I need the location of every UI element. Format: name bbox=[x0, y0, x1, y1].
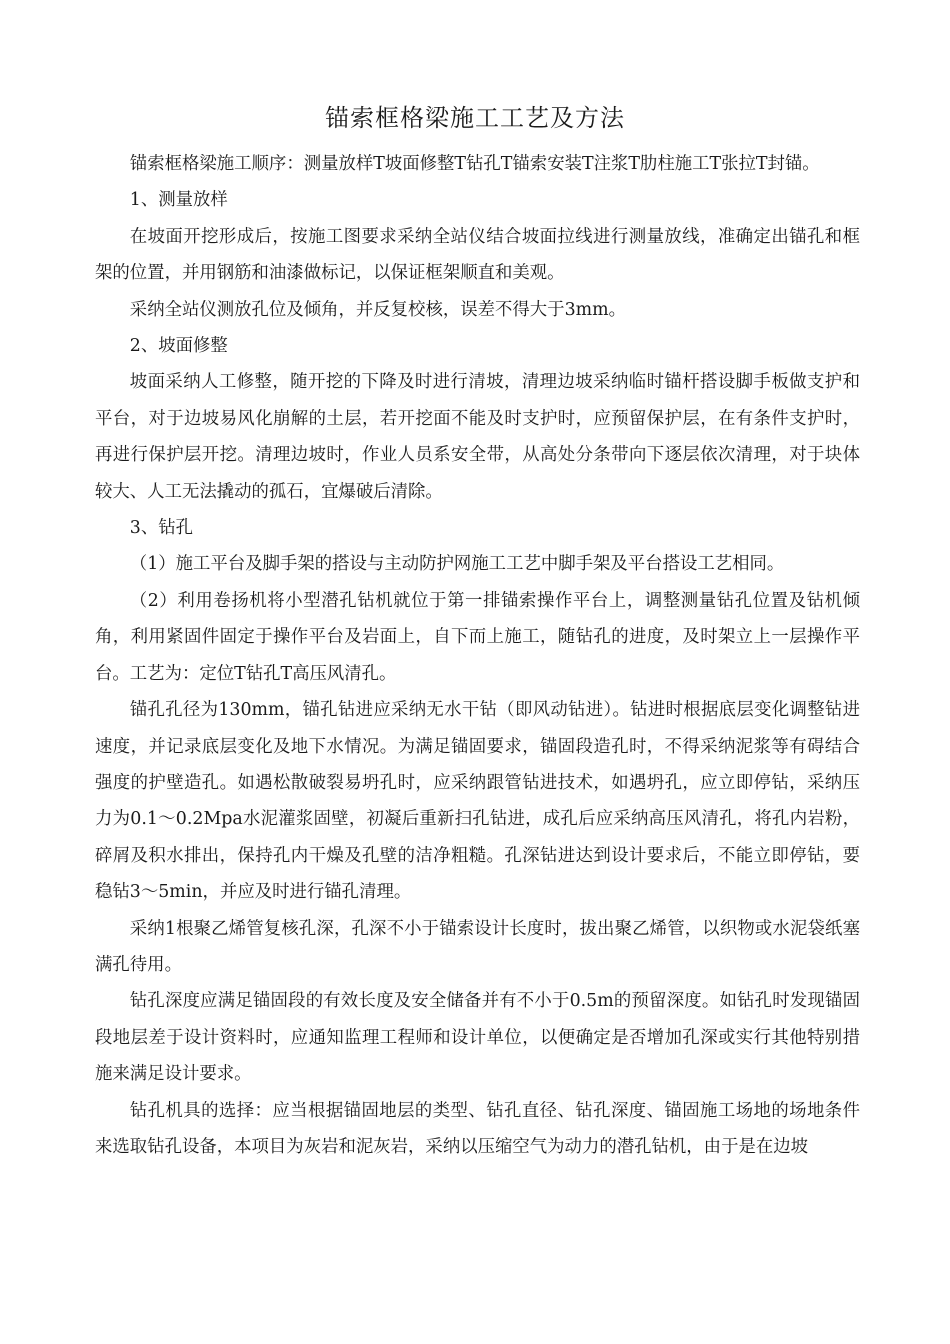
paragraph-drilling-6: 钻孔机具的选择：应当根据锚固地层的类型、钻孔直径、钻孔深度、锚固施工场地的场地条件来选取钻孔设备，本项目为灰岩和泥灰岩，采纳以压缩空气为动力的潜孔钻机，由于是在边坡 bbox=[95, 1100, 860, 1157]
paragraph-survey-1: 在坡面开挖形成后，按施工图要求采纳全站仪结合坡面拉线进行测量放线，准确定出锚孔和框架的位置，并用钢筋和油漆做标记，以保证框架顺直和美观。 bbox=[95, 226, 860, 284]
paragraph-drilling-1: （1）施工平台及脚手架的搭设与主动防护网施工工艺中脚手架及平台搭设工艺相同。 bbox=[129, 554, 785, 575]
paragraph-drilling-5: 钻孔深度应满足锚固段的有效长度及安全储备并有不小于0.5m的预留深度。如钻孔时发现锚固段地层差于设计资料时，应通知监理工程师和设计单位，以便确定是否增加孔深或实行其他特别措施来满足设计要求。 bbox=[95, 991, 860, 1085]
document-title: 锚索框格梁施工工艺及方法 bbox=[325, 104, 625, 132]
heading-survey: 1、测量放样 bbox=[129, 190, 228, 211]
paragraph-drilling-2: （2）利用卷扬机将小型潜孔钻机就位于第一排锚索操作平台上，调整测量钻孔位置及钻机倾角，利用紧固件固定于操作平台及岩面上，自下而上施工，随钻孔的进度，及时架立上一层操作平台。工艺为：定位T钻孔T高压风清孔。 bbox=[95, 590, 860, 684]
document-body bbox=[95, 146, 860, 1165]
paragraph-drilling-4: 采纳1根聚乙烯管复核孔深，孔深不小于锚索设计长度时，拔出聚乙烯管，以织物或水泥袋纸塞满孔待用。 bbox=[95, 918, 860, 975]
heading-slope-trimming: 2、坡面修整 bbox=[129, 336, 228, 357]
paragraph-sequence: 锚索框格梁施工顺序：测量放样T坡面修整T钻孔T锚索安装T注浆T肋柱施工T张拉T封锚。 bbox=[129, 154, 820, 174]
heading-drilling: 3、钻孔 bbox=[129, 518, 194, 539]
paragraph-drilling-3: 锚孔孔径为130mm，锚孔钻进应采纳无水干钻（即风动钻进）。钻进时根据底层变化调整钻进速度，并记录底层变化及地下水情况。为满足锚固要求，锚固段造孔时，不得采纳泥浆等有碍结合强度的护壁造孔。如遇松散破裂易坍孔时，应采纳跟管钻进技术，如遇坍孔，应立即停钻，采纳压力为0.1〜0.2Mpa水泥灌浆固壁，初凝后重新扫孔钻进，成孔后应采纳高压风清孔，将孔内岩粉，碎屑及积水排出，保持孔内干燥及孔壁的洁净粗糙。孔深钻进达到设计要求后，不能立即停钻，要稳钻3〜5min，并应及时进行锚孔清理。 bbox=[95, 700, 860, 903]
paragraph-survey-2: 采纳全站仪测放孔位及倾角，并反复校核，误差不得大于3mm。 bbox=[129, 299, 627, 320]
paragraph-slope-trimming: 坡面采纳人工修整，随开挖的下降及时进行清坡，清理边坡采纳临时锚杆搭设脚手板做支护和平台，对于边坡易风化崩解的土层，若开挖面不能及时支护时，应预留保护层，在有条件支护时，再进行保护层开挖。清理边坡时，作业人员系安全带，从高处分条带向下逐层依次清理，对于块体较大、人工无法撬动的孤石，宜爆破后清除。 bbox=[95, 372, 860, 502]
